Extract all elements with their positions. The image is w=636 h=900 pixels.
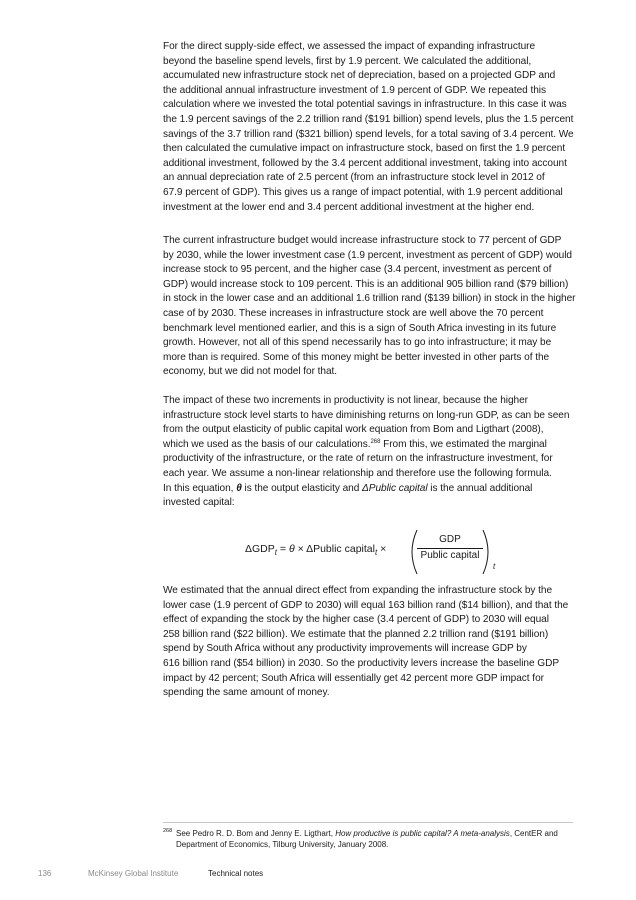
text-line: GDP) would increase stock to 109 percent. This is an additional 905 billion rand ($79 billion) — [163, 278, 569, 290]
text-line: calculation where we invested the total potential savings in infrastructure. In this case it was — [163, 99, 567, 111]
text-fragment: is the annual additional — [427, 482, 533, 494]
text-fragment: which we used as the basis of our calculations. — [163, 438, 371, 450]
text-line: economy, but we did not model for that. — [163, 366, 338, 378]
text-line: case of by 2030. These increases in infrastructure stock are well above the 70 percent — [163, 307, 544, 319]
paragraph-direct-effect-estimate — [163, 584, 575, 701]
text-line: infrastructure stock level starts to have diminishing returns on long-run GDP, as can be seen — [163, 409, 570, 421]
delta-gdp: ΔGDP — [245, 543, 275, 555]
page-number: 136 — [38, 869, 52, 878]
subscript-t: t — [274, 548, 278, 557]
text-line: The impact of these two increments in productivity is not linear, because the higher — [163, 395, 528, 406]
text-fragment: See Pedro R. D. Bom and Jenny E. Ligthart, — [176, 829, 336, 838]
text-line: then calculated the cumulative impact on infrastructure stock, based on first the 1.9 percent — [163, 143, 566, 155]
text-line: 67.9 percent of GDP). This gives us a range of impact potential, with 1.9 percent additional — [163, 186, 563, 198]
fraction-bar — [417, 548, 483, 549]
text-line — [163, 482, 575, 497]
text-line: by 2030, while the lower investment case (1.9 percent, investment as percent of GDP) would — [163, 249, 572, 261]
text-line: in stock in the lower case and an additional 1.6 trillion rand ($139 billion) in stock in the higher — [163, 293, 576, 305]
text-line: For the direct supply-side effect, we assessed the impact of expanding infrastructure — [163, 41, 536, 52]
times-public-capital: × ΔPublic capital — [294, 543, 375, 555]
elasticity-formula — [245, 528, 505, 576]
text-line: additional investment, followed by the 3.4 percent additional investment, taking into account — [163, 157, 567, 169]
text-line: growth. However, not all of this spend necessarily has to go into infrastructure; it may be — [163, 337, 552, 349]
text-line: impact by 42 percent; South Africa will essentially get 42 percent more GDP impact for — [163, 672, 544, 684]
text-line: productivity of the infrastructure, or the rate of return on the infrastructure investment, for — [163, 453, 553, 465]
footnote-text — [176, 828, 558, 850]
theta-symbol: θ — [236, 482, 242, 494]
text-line: the 1.9 percent savings of the 2.2 trillion rand ($191 billion) spend levels, plus the 1.5 percent — [163, 113, 574, 125]
publisher-name: McKinsey Global Institute — [88, 869, 179, 878]
text-line: effect of expanding the stock by the higher case (3.4 percent of GDP) to 2030 will equal — [163, 614, 549, 626]
times-sign: × — [377, 543, 387, 555]
text-line: invested capital: — [163, 497, 235, 509]
footnote-divider — [163, 822, 573, 823]
theta-symbol: θ — [288, 543, 295, 555]
text-line: benchmark level mentioned earlier, and this is a sign of South Africa investing in its future — [163, 322, 557, 334]
text-line: more than is required. Some of this money might be better invested in other parts of the — [163, 351, 550, 363]
text-line: lower case (1.9 percent of GDP to 2030) will equal 163 billion rand ($14 billion), and that the — [163, 599, 569, 611]
paragraph-productivity-impact — [163, 394, 575, 511]
text-fragment: is the output elasticity and — [241, 482, 363, 494]
text-line — [176, 828, 558, 839]
text-line: Department of Economics, Tilburg University, January 2008. — [176, 840, 389, 849]
text-line: each year. We assume a non-linear relationship and therefore use the following formula. — [163, 467, 552, 479]
text-line: The current infrastructure budget would increase infrastructure stock to 77 percent of GDP — [163, 235, 562, 246]
formula-lhs — [245, 543, 386, 557]
equals-sign: = — [277, 543, 289, 555]
fraction-denominator: Public capital — [420, 550, 480, 561]
text-line: 616 billion rand ($54 billion) in 2030. So the productivity levers increase the baseline GDP — [163, 657, 560, 669]
text-line: an annual depreciation rate of 2.5 percent (from an infrastructure stock level in 2012 of — [163, 172, 545, 184]
text-line: spend by South Africa without any productivity improvements will increase GDP by — [163, 643, 527, 655]
text-line: investment at the lower end and 3.4 percent additional investment at the higher end. — [163, 201, 535, 213]
text-line: savings of the 3.7 trillion rand ($321 billion) spend levels, for a total saving of 3.4 percent. We — [163, 128, 574, 140]
text-fragment: In this equation, — [163, 482, 237, 494]
text-line: We estimated that the annual direct effect from expanding the infrastructure stock by the — [163, 585, 553, 596]
text-line — [163, 438, 575, 453]
footnote-reference[interactable]: 268 — [370, 438, 381, 445]
text-fragment: , CentER and — [509, 829, 558, 838]
paragraph-supply-side-effect — [163, 40, 575, 215]
text-line: accumulated new infrastructure stock net of depreciation, based on a projected GDP and — [163, 70, 556, 82]
text-fragment: From this, we estimated the marginal — [380, 438, 547, 450]
subscript-t: t — [374, 548, 378, 557]
text-line: 258 billion rand ($22 billion). We estimate that the planned 2.2 trillion rand ($191 billion) — [163, 628, 549, 640]
text-line: spending the same amount of money. — [163, 687, 330, 699]
subscript-t: t — [493, 562, 496, 571]
section-name: Technical notes — [208, 869, 264, 878]
text-line: the additional annual infrastructure investment of 1.9 percent of GDP. We repeated this — [163, 84, 546, 96]
text-line: from the output elasticity of public capital work equation from Bom and Ligthart (2008), — [163, 424, 544, 436]
paragraph-infrastructure-budget — [163, 234, 575, 380]
text-line: beyond the baseline spend levels, first by 1.9 percent. We calculated the additional, — [163, 55, 532, 67]
cited-title: How productive is public capital? A meta-analysis — [335, 829, 510, 838]
fraction-numerator: GDP — [439, 534, 461, 545]
delta-public-capital-term: ΔPublic capital — [362, 482, 428, 494]
text-line: increase stock to 95 percent, and the higher case (3.4 percent, investment as percent of — [163, 264, 552, 276]
footnote-number: 268 — [163, 828, 173, 834]
